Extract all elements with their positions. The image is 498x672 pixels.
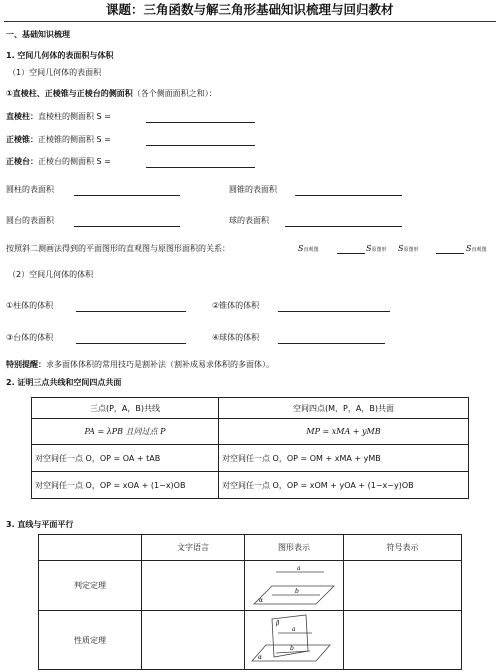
oblique-formula — [466, 245, 487, 253]
figure-label-b: b — [290, 645, 294, 652]
page-title: 课题：三角函数与解三角形基础知识梳理与回归教材 — [106, 2, 394, 17]
answer-blank — [436, 253, 464, 254]
tip-text: 求多面体体积的常用技巧是割补法（割补成易求体积的多面体）。 — [46, 360, 274, 369]
subheading-volume: （2）空间几何体的体积 — [8, 270, 94, 279]
answer-blank — [285, 226, 402, 227]
parallel-table — [38, 534, 462, 670]
lateral-row — [6, 136, 111, 144]
oblique-formula — [366, 245, 387, 253]
table-cell: 对空间任一点 O，OP = xOA + (1−x)OB — [32, 472, 219, 499]
table-header: 空间四点(M，P，A，B)共面 — [219, 398, 469, 419]
volume-item: ②锥体的体积 — [212, 301, 260, 310]
oblique-s: S — [398, 244, 404, 253]
lateral-row-label: 正棱锥： — [6, 135, 38, 144]
figure-label-a: a — [292, 626, 296, 633]
answer-blank — [76, 311, 186, 312]
plane-intersection-figure — [250, 611, 338, 667]
figure-label-alpha: α — [259, 596, 264, 604]
lateral-row-text: 正棱台的侧面积 S = — [38, 157, 111, 166]
figure-label-a: a — [297, 564, 301, 572]
answer-blank — [146, 145, 255, 146]
table-header — [39, 535, 142, 561]
tip — [6, 361, 274, 369]
surface-item: 球的表面积 — [229, 216, 269, 225]
figure-label-b: b — [295, 587, 299, 595]
oblique-sub: 原图形 — [371, 247, 387, 253]
table-cell — [344, 611, 462, 670]
oblique-formula — [298, 245, 319, 253]
figure-label-alpha: α — [258, 654, 263, 661]
figure-label-beta: β — [276, 620, 280, 627]
oblique-sub: 直观图 — [471, 247, 487, 253]
lateral-row-text: 直棱柱的侧面积 S = — [38, 112, 111, 121]
oblique-sub: 原图形 — [403, 247, 419, 253]
table-row-label: 性质定理 — [39, 611, 142, 670]
answer-blank — [337, 253, 365, 254]
surface-item: 圆锥的表面积 — [229, 185, 277, 194]
line-plane-parallel-figure — [250, 562, 338, 608]
surface-item: 圆台的表面积 — [6, 216, 54, 225]
table-header: 三点(P，A，B)共线 — [32, 398, 219, 419]
answer-blank — [146, 122, 255, 123]
oblique-sub: 直观图 — [303, 247, 319, 253]
section-heading: 一、基础知识梳理 — [6, 30, 70, 39]
table-cell: 对空间任一点 O，OP = xOM + yOA + (1−x−y)OB — [219, 472, 469, 499]
answer-blank — [295, 195, 402, 196]
table-cell — [142, 611, 245, 670]
table-cell — [344, 561, 462, 611]
answer-blank — [146, 167, 255, 168]
figure-cell — [245, 561, 344, 611]
table-cell: MP = xMA + yMB — [219, 419, 469, 445]
volume-item: ④球体的体积 — [212, 333, 260, 342]
lateral-row — [6, 113, 111, 121]
tip-label: 特别提醒： — [6, 360, 46, 369]
lateral-lead — [6, 90, 217, 98]
answer-blank — [278, 311, 390, 312]
heading-2: 2. 证明三点共线和空间四点共面 — [6, 378, 122, 387]
table-cell: 对空间任一点 O，OP = OA + tAB — [32, 445, 219, 472]
oblique-text: 按照斜二测画法得到的平面图形的直观图与原图形面积的关系： — [6, 244, 230, 253]
lateral-row — [6, 158, 111, 166]
answer-blank — [76, 343, 186, 344]
surface-item: 圆柱的表面积 — [6, 185, 54, 194]
table-row-label: 判定定理 — [39, 561, 142, 611]
volume-item: ①柱体的体积 — [6, 301, 54, 310]
heading-1: 1. 空间几何体的表面积与体积 — [6, 51, 114, 60]
oblique-formula — [398, 245, 419, 253]
lateral-row-label: 正棱台： — [6, 157, 38, 166]
answer-blank — [278, 343, 385, 344]
subheading-surface: （1）空间几何体的表面积 — [8, 68, 102, 77]
heading-3: 3. 直线与平面平行 — [6, 520, 74, 529]
title-rule — [4, 21, 496, 22]
oblique-s: S — [298, 244, 304, 253]
table-header: 符号表示 — [344, 535, 462, 561]
oblique-s: S — [466, 244, 472, 253]
oblique-s: S — [366, 244, 372, 253]
lateral-row-label: 直棱柱： — [6, 112, 38, 121]
answer-blank — [74, 195, 180, 196]
answer-blank — [74, 226, 180, 227]
lateral-lead-bold: ①直棱柱、正棱锥与正棱台的侧面积 — [6, 89, 133, 98]
lateral-lead-rest: （各个侧面面积之和）： — [132, 89, 217, 98]
table-cell: PA = λPB 且同过点 P — [32, 419, 219, 445]
lateral-row-text: 正棱锥的侧面积 S = — [38, 135, 111, 144]
table-cell — [142, 561, 245, 611]
table-cell: 对空间任一点 O，OP = OM + xMA + yMB — [219, 445, 469, 472]
table-header: 文字语言 — [142, 535, 245, 561]
figure-cell — [245, 611, 344, 670]
volume-item: ③台体的体积 — [6, 333, 54, 342]
collinear-table — [31, 397, 469, 499]
table-header: 图形表示 — [245, 535, 344, 561]
